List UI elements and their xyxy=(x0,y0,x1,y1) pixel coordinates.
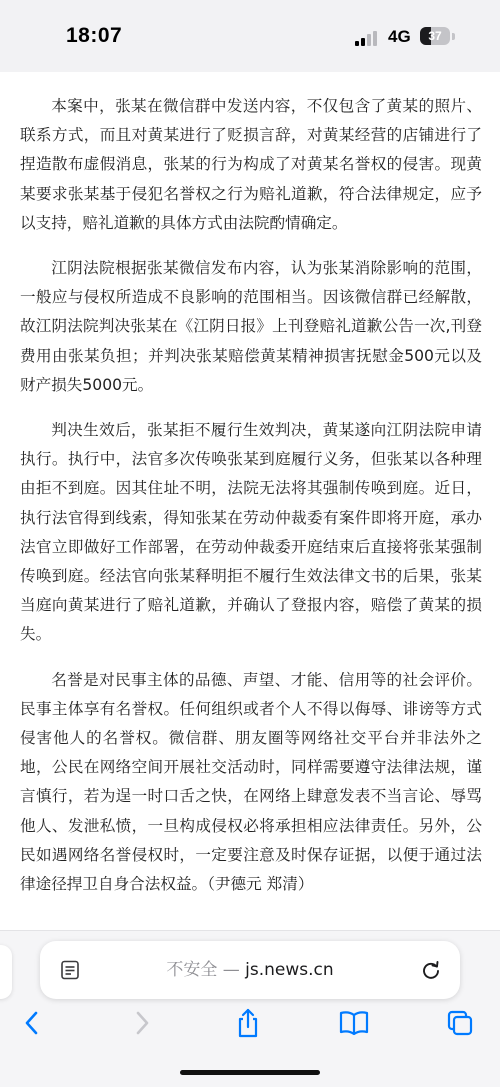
share-icon xyxy=(234,1007,262,1039)
previous-tab-edge[interactable] xyxy=(0,945,12,999)
article-paragraph: 判决生效后，张某拒不履行生效判决，黄某遂向江阴法院申请执行。执行中，法官多次传唤张某到庭履行义务，但张某以各种理由拒不到庭。因其住址不明，法院无法将其强制传唤到庭。近日，执行法官得到线索，得知张某在劳动仲裁委有案件即将开庭，承办法官立即做好工作部署，在劳动仲裁委开庭结束后直接将张某强制传唤到庭。经法官向张某释明拒不履行生效法律文书的后果，张某当庭向黄某进行了赔礼道歉，并确认了登报内容，赔偿了黄某的损失。 xyxy=(20,421,482,644)
back-button[interactable] xyxy=(12,1003,52,1043)
battery-nub xyxy=(452,33,455,40)
url-display[interactable] xyxy=(100,941,400,999)
tabs-button[interactable] xyxy=(440,1003,480,1043)
article-paragraph: 本案中，张某在微信群中发送内容，不仅包含了黄某的照片、联系方式，而且对黄某进行了贬损言辞，对黄某经营的店铺进行了捏造散布虚假消息，张某的行为构成了对黄某名誉权的侵害。现黄某要求张某基于侵犯名誉权之行为赔礼道歉，符合法律规定，应予以支持，赔礼道歉的具体方式由法院酌情确定。 xyxy=(20,97,482,232)
status-time: 18:07 xyxy=(66,24,123,47)
forward-button[interactable] xyxy=(122,1003,162,1043)
home-indicator xyxy=(180,1070,320,1075)
network-type: 4G xyxy=(388,27,411,46)
bookmarks-book-icon xyxy=(338,1009,370,1037)
signal-bar xyxy=(361,38,365,47)
status-bar xyxy=(0,0,500,72)
battery-percentage: 37 xyxy=(428,29,442,43)
battery-icon xyxy=(420,27,450,45)
insecure-label: 不安全 — xyxy=(166,960,240,980)
reload-icon[interactable] xyxy=(420,959,442,981)
article-body xyxy=(20,92,482,915)
cellular-signal-icon xyxy=(355,30,381,46)
browser-toolbar xyxy=(0,930,500,1087)
back-chevron-icon xyxy=(20,1009,44,1037)
forward-chevron-icon xyxy=(130,1009,154,1037)
bookmarks-button[interactable] xyxy=(334,1003,374,1043)
signal-bar xyxy=(373,31,377,47)
reader-mode-icon[interactable] xyxy=(60,960,80,980)
address-bar[interactable] xyxy=(40,941,460,999)
article-paragraph: 江阴法院根据张某微信发布内容，认为张某消除影响的范围，一般应与侵权所造成不良影响的范围相当。因该微信群已经解散，故江阴法院判决张某在《江阴日报》上刊登赔礼道歉公告一次,刊登费用由张某负担；并判决张某赔偿黄某精神损害抚慰金500元以及财产损失5000元。 xyxy=(20,259,482,394)
signal-bar xyxy=(367,34,371,46)
share-button[interactable] xyxy=(228,1003,268,1043)
tabs-icon xyxy=(446,1009,474,1037)
domain-text: js.news.cn xyxy=(245,960,334,980)
article-paragraph: 名誉是对民事主体的品德、声望、才能、信用等的社会评价。民事主体享有名誉权。任何组织或者个人不得以侮辱、诽谤等方式侵害他人的名誉权。微信群、朋友圈等网络社交平台并非法外之地，公民在网络空间开展社交活动时，同样需要遵守法律法规，谨言慎行，若为逞一时口舌之快，在网络上肆意发表不当言论、辱骂他人、发泄私愤，一旦构成侵权必将承担相应法律责任。另外，公民如遇网络名誉侵权时，一定要注意及时保存证据，以便于通过法律途径捍卫自身合法权益。（尹德元 郑清） xyxy=(20,670,482,894)
signal-bar xyxy=(355,41,359,46)
